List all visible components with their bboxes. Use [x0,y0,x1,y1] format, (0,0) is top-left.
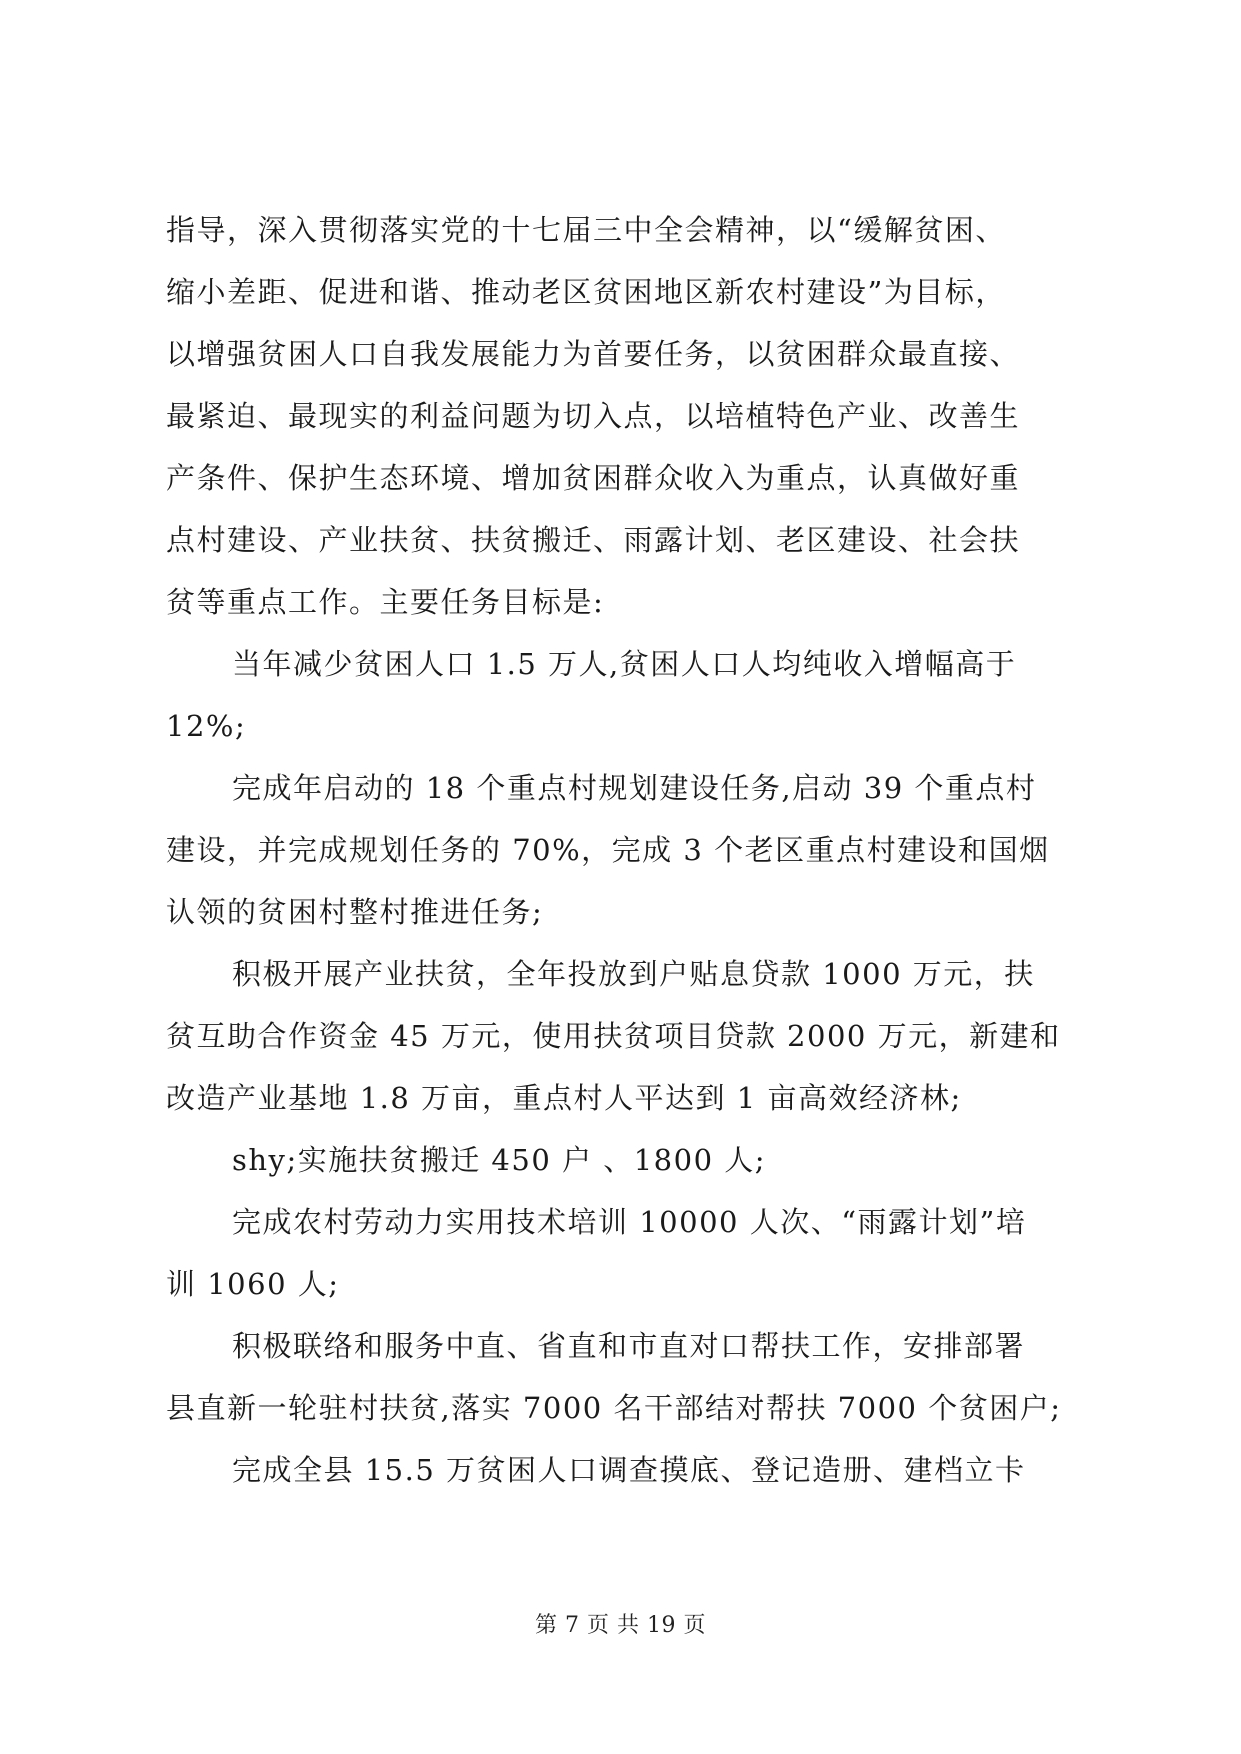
text-line: 缩小差距、促进和谐、推动老区贫困地区新农村建设”为目标， [166,275,1006,309]
text-line: 贫互助合作资金 45 万元，使用扶贫项目贷款 2000 万元，新建和 [166,1019,1061,1053]
text-line: 以增强贫困人口自我发展能力为首要任务，以贫困群众最直接、 [166,337,1021,371]
text-line: 建设，并完成规划任务的 70%，完成 3 个老区重点村建设和国烟 [166,833,1050,867]
text-line: 改造产业基地 1.8 万亩，重点村人平达到 1 亩高效经济林; [166,1081,962,1115]
body-text [166,199,1076,1501]
text-line: 指导，深入贯彻落实党的十七届三中全会精神，以“缓解贫困、 [166,213,1006,247]
text-line: 积极开展产业扶贫，全年投放到户贴息贷款 1000 万元，扶 [232,957,1035,991]
text-line: 12%; [166,709,247,743]
page-number-label: 第 7 页 共 19 页 [535,1613,706,1638]
text-line: 点村建设、产业扶贫、扶贫搬迁、雨露计划、老区建设、社会扶 [166,523,1021,557]
text-line: 完成全县 15.5 万贫困人口调查摸底、登记造册、建档立卡 [232,1453,1026,1487]
text-line: 贫等重点工作。主要任务目标是: [166,585,605,619]
text-line: shy;实施扶贫搬迁 450 户 、1800 人; [232,1143,767,1177]
text-line: 最紧迫、最现实的利益问题为切入点，以培植特色产业、改善生 [166,399,1021,433]
text-line: 当年减少贫困人口 1.5 万人,贫困人口人均纯收入增幅高于 [232,647,1017,681]
text-line: 完成农村劳动力实用技术培训 10000 人次、“雨露计划”培 [232,1205,1027,1239]
text-line: 产条件、保护生态环境、增加贫困群众收入为重点，认真做好重 [166,461,1021,495]
text-line: 训 1060 人; [166,1267,340,1301]
page-footer [0,1608,1241,1639]
text-line: 县直新一轮驻村扶贫,落实 7000 名干部结对帮扶 7000 个贫困户; [166,1391,1062,1425]
text-line: 积极联络和服务中直、省直和市直对口帮扶工作，安排部署 [232,1329,1026,1363]
text-line: 完成年启动的 18 个重点村规划建设任务,启动 39 个重点村 [232,771,1037,805]
text-line: 认领的贫困村整村推进任务; [166,895,544,929]
